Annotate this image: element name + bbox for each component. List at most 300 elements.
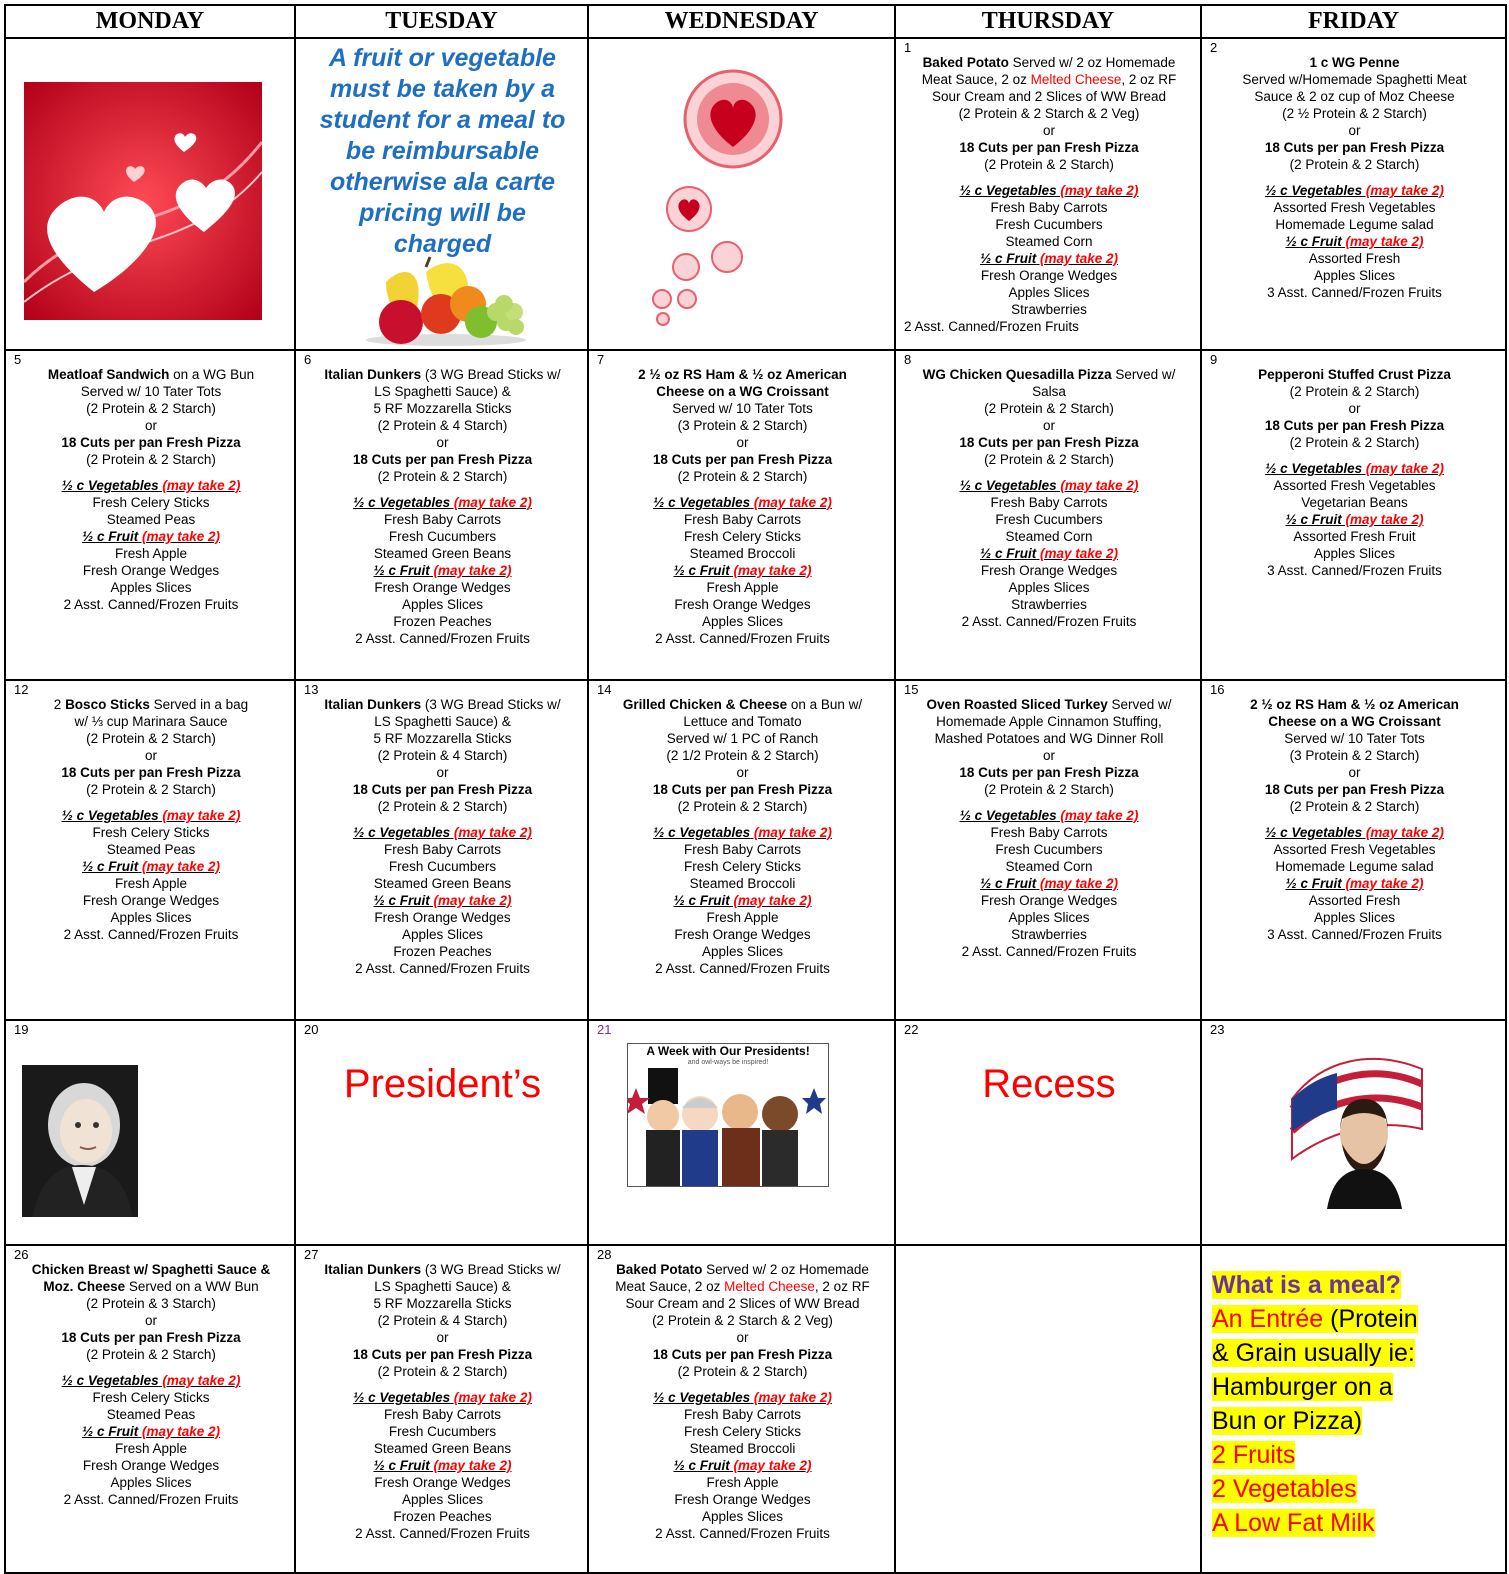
menu-text: Fresh Celery Sticks (683, 1424, 802, 1439)
menu-line (304, 613, 581, 630)
spacer (304, 815, 581, 824)
menu-line (14, 909, 288, 926)
day-cell-empty (895, 1245, 1201, 1573)
menu-line (14, 747, 288, 764)
menu-line (304, 1508, 581, 1525)
may-take-note: (may take 2) (138, 529, 221, 544)
menu-line (1210, 477, 1499, 494)
menu-line (14, 494, 288, 511)
menu-text: Frozen Peaches (393, 1509, 492, 1524)
menu-line (304, 858, 581, 875)
entree-name: 18 Cuts per pan Fresh Pizza (959, 765, 1139, 780)
day-cell-8 (895, 350, 1201, 680)
category-heading: ½ c Vegetables (653, 1390, 751, 1405)
menu-line (597, 841, 888, 858)
menu-line (597, 926, 888, 943)
menu-text: Fresh Orange Wedges (980, 268, 1118, 283)
menu-text: Served w/ (1107, 697, 1172, 712)
menu-text: Served w/ (1111, 367, 1176, 382)
menu-text: (2 Protein & 2 Starch) (984, 452, 1114, 467)
meal-fruits: 2 Fruits (1212, 1441, 1296, 1469)
menu-line (597, 1491, 888, 1508)
menu-line (304, 528, 581, 545)
menu-text: (2 Protein & 4 Starch) (377, 748, 508, 763)
menu-text: 2 Asst. Canned/Frozen Fruits (655, 631, 830, 646)
category-heading: ½ c Fruit (1285, 512, 1342, 527)
category-heading: ½ c Vegetables (1265, 825, 1363, 840)
menu-text: Apples Slices (1008, 910, 1090, 925)
menu-text: Strawberries (1011, 597, 1087, 612)
menu-line (14, 1457, 288, 1474)
day-cell-9 (1201, 350, 1506, 680)
category-heading: ½ c Fruit (81, 529, 139, 544)
category-heading: ½ c Vegetables (61, 478, 159, 493)
day-cell-20 (295, 1020, 588, 1245)
menu-text: Served on a WW Bun (125, 1279, 259, 1294)
menu-line (597, 798, 888, 815)
entree-name: Italian Dunkers (324, 1262, 422, 1277)
menu-line (1210, 460, 1499, 477)
menu-text: Fresh Baby Carrots (683, 842, 802, 857)
menu-line (597, 630, 888, 647)
menu-text: Lettuce and Tomato (683, 714, 802, 729)
may-take-note: (may take 2) (158, 478, 241, 493)
may-take-note: (may take 2) (1362, 183, 1444, 198)
menu-line (304, 747, 581, 764)
menu-text: Apples Slices (401, 927, 484, 942)
menu-text: Apples Slices (110, 580, 192, 595)
menu-text: Fresh Cucumbers (388, 529, 497, 544)
may-take-note: (may take 2) (750, 825, 832, 840)
entree-name: Meatloaf Sandwich (47, 367, 170, 382)
may-take-note: (may take 2) (1036, 546, 1119, 561)
entree-name: 18 Cuts per pan Fresh Pizza (652, 1347, 833, 1362)
menu-line (904, 909, 1194, 926)
menu-line (304, 630, 581, 647)
menu-line (904, 579, 1194, 596)
day-cell-empty (5, 38, 295, 350)
menu-line (904, 216, 1194, 233)
menu-line (304, 943, 581, 960)
category-heading: ½ c Vegetables (959, 808, 1057, 823)
day-number: 8 (904, 352, 912, 367)
menu-text: (2 Protein & 4 Starch) (377, 1313, 508, 1328)
day-number: 9 (1210, 352, 1218, 367)
menu-line (1210, 511, 1499, 528)
menu-line (597, 579, 888, 596)
entree-name: 18 Cuts per pan Fresh Pizza (959, 435, 1139, 450)
menu-text: (2 Protein & 2 Starch) (86, 452, 216, 467)
may-take-note: (may take 2) (1341, 234, 1424, 249)
menu-line (597, 451, 888, 468)
menu-text: (2 Protein & 2 Starch) (677, 799, 808, 814)
menu-text: Apples Slices (1008, 580, 1090, 595)
menu-text: Steamed Broccoli (689, 546, 796, 561)
george-washington-icon (22, 1065, 138, 1217)
spacer (597, 815, 888, 824)
menu-line (304, 468, 581, 485)
menu-line (14, 841, 288, 858)
entree-name: Baked Potato (616, 1262, 703, 1277)
may-take-note: (may take 2) (729, 563, 812, 578)
day-number: 26 (14, 1247, 29, 1262)
menu-line (597, 562, 888, 579)
week-row (5, 680, 1506, 1020)
entree-name: 18 Cuts per pan Fresh Pizza (1264, 140, 1445, 155)
may-take-note: (may take 2) (1341, 512, 1424, 527)
entree-name: 18 Cuts per pan Fresh Pizza (652, 452, 833, 467)
menu-line (14, 1491, 288, 1508)
menu-line (14, 1406, 288, 1423)
menu-line (304, 1491, 581, 1508)
heart-bubbles-icon (649, 69, 789, 329)
menu-line (1210, 798, 1499, 815)
menu-text: Steamed Corn (1005, 529, 1093, 544)
menu-line (597, 494, 888, 511)
menu-line (14, 400, 288, 417)
menu-text: (2 Protein & 2 Starch) (984, 157, 1114, 172)
menu-text: or (1348, 401, 1361, 416)
header-row (5, 5, 1506, 38)
category-heading: ½ c Fruit (81, 1424, 139, 1439)
menu-line (304, 400, 581, 417)
menu-text: 2 Asst. Canned/Frozen Fruits (961, 944, 1137, 959)
menu-line (904, 284, 1194, 301)
menu-text: or (736, 435, 749, 450)
menu-line (304, 1346, 581, 1363)
entree-name: 18 Cuts per pan Fresh Pizza (652, 782, 833, 797)
menu-line (304, 1474, 581, 1491)
menu-line (304, 764, 581, 781)
category-heading: ½ c Fruit (673, 563, 730, 578)
day-number: 12 (14, 682, 29, 697)
menu-line (597, 528, 888, 545)
meal-vegetables: 2 Vegetables (1212, 1475, 1357, 1503)
menu-text: (2 Protein & 2 Starch) (984, 401, 1114, 416)
menu-text: on a WG Bun (169, 367, 255, 382)
menu-text: Assorted Fresh Vegetables (1273, 478, 1436, 493)
entree-name: Cheese on a WG Croissant (1268, 714, 1441, 729)
menu-line (1210, 216, 1499, 233)
menu-line (597, 1312, 888, 1329)
category-heading: ½ c Vegetables (1265, 461, 1363, 476)
menu-text: Served in a bag (149, 697, 249, 712)
menu-line (1210, 54, 1499, 71)
menu-text: 2 Asst. Canned/Frozen Fruits (355, 631, 530, 646)
menu-text: Fresh Orange Wedges (674, 1492, 811, 1507)
menu-line (14, 892, 288, 909)
menu-text: Apples Slices (701, 1509, 784, 1524)
menu-line (304, 1261, 581, 1278)
spacer (304, 1380, 581, 1389)
menu-line (14, 730, 288, 747)
menu-text: Apples Slices (1313, 910, 1396, 925)
menu-line (597, 713, 888, 730)
may-take-note: (may take 2) (138, 1424, 221, 1439)
menu-line (1210, 267, 1499, 284)
menu-line (14, 1346, 288, 1363)
day-cell-27 (295, 1245, 588, 1573)
menu-line (904, 318, 1194, 335)
menu-line (1210, 105, 1499, 122)
menu-text: Fresh Orange Wedges (374, 910, 511, 925)
menu-line (904, 613, 1194, 630)
menu-line (14, 1312, 288, 1329)
menu-line (1210, 417, 1499, 434)
entree-name: Bosco Sticks (65, 697, 150, 712)
menu-line (14, 596, 288, 613)
menu-text: (2 Protein & 2 Starch) (677, 469, 808, 484)
menu-text: Fresh Celery Sticks (683, 859, 802, 874)
menu-line (1210, 250, 1499, 267)
menu-text: (2 Protein & 2 Starch) (1289, 799, 1420, 814)
highlight-text: Melted Cheese (1030, 72, 1122, 87)
menu-line (14, 579, 288, 596)
menu-text: Fresh Orange Wedges (82, 893, 220, 908)
menu-line (1210, 841, 1499, 858)
menu-line (904, 233, 1194, 250)
may-take-note: (may take 2) (450, 825, 532, 840)
menu-text: Fresh Apple (114, 876, 188, 891)
entree-name: Cheese on a WG Croissant (656, 384, 829, 399)
category-heading: ½ c Vegetables (353, 495, 451, 510)
menu-text: Fresh Orange Wedges (374, 1475, 511, 1490)
day-cell-2 (1201, 38, 1506, 350)
spacer (904, 798, 1194, 807)
menu-text: (2 Protein & 2 Starch) (1289, 384, 1420, 399)
menu-line (904, 545, 1194, 562)
menu-text: Fresh Cucumbers (995, 217, 1103, 232)
day-number: 20 (304, 1022, 319, 1037)
menu-line (14, 383, 288, 400)
spacer (14, 798, 288, 807)
menu-line (1210, 139, 1499, 156)
menu-text: Apples Slices (701, 614, 784, 629)
menu-line (1210, 562, 1499, 579)
menu-line (304, 1457, 581, 1474)
holiday-text: Recess (982, 1062, 1116, 1106)
abraham-lincoln-icon (1282, 1039, 1432, 1209)
menu-text: Fresh Celery Sticks (683, 529, 802, 544)
menu-line (304, 892, 581, 909)
menu-line (597, 1457, 888, 1474)
menu-line (904, 596, 1194, 613)
menu-line (304, 366, 581, 383)
menu-text: Fresh Baby Carrots (383, 512, 502, 527)
menu-line (14, 477, 288, 494)
menu-line (597, 417, 888, 434)
menu-text: or (144, 418, 157, 433)
menu-line (304, 383, 581, 400)
menu-text: Steamed Broccoli (689, 1441, 796, 1456)
menu-text: Steamed Peas (106, 512, 196, 527)
day-number: 7 (597, 352, 605, 367)
spacer (304, 485, 581, 494)
spacer (597, 1380, 888, 1389)
menu-text: Served w/ 2 oz Homemade (1008, 55, 1176, 70)
menu-text: Apples Slices (1313, 268, 1396, 283)
week-row (5, 1020, 1506, 1245)
what-is-a-meal-cell (1201, 1245, 1506, 1573)
menu-text: Fresh Apple (706, 910, 779, 925)
category-heading: ½ c Vegetables (61, 808, 159, 823)
menu-text: Fresh Celery Sticks (92, 495, 210, 510)
menu-line (14, 807, 288, 824)
hearts-icon (24, 82, 262, 320)
menu-line (597, 1389, 888, 1406)
category-heading: ½ c Fruit (979, 876, 1037, 891)
menu-line (1210, 434, 1499, 451)
entree-name: 2 ½ oz RS Ham & ½ oz American (638, 367, 847, 382)
menu-line (1210, 892, 1499, 909)
menu-line (904, 511, 1194, 528)
menu-text: Steamed Green Beans (373, 876, 512, 891)
day-cell-26 (5, 1245, 295, 1573)
menu-line (904, 807, 1194, 824)
menu-line (904, 926, 1194, 943)
menu-text: (2 Protein & 2 Starch) (86, 401, 216, 416)
menu-text: Served w/Homemade Spaghetti Meat (1242, 72, 1467, 87)
banner-title: A Week with Our Presidents! (646, 1044, 810, 1058)
menu-line (304, 1363, 581, 1380)
menu-text: 2 Asst. Canned/Frozen Fruits (63, 927, 239, 942)
may-take-note: (may take 2) (1036, 251, 1119, 266)
menu-text: on a Bun w/ (787, 697, 863, 712)
week-row (5, 1245, 1506, 1573)
menu-text: Assorted Fresh Fruit (1293, 529, 1416, 544)
may-take-note: (may take 2) (750, 1390, 832, 1405)
menu-line (597, 400, 888, 417)
menu-line (904, 250, 1194, 267)
menu-line (1210, 875, 1499, 892)
day-number: 6 (304, 352, 312, 367)
menu-line (597, 1261, 888, 1278)
menu-line (904, 139, 1194, 156)
menu-line (14, 1261, 288, 1278)
day-cell-19 (5, 1020, 295, 1245)
menu-text: Apples Slices (401, 597, 484, 612)
category-heading: ½ c Vegetables (959, 183, 1057, 198)
category-heading: ½ c Vegetables (959, 478, 1057, 493)
spacer (1210, 815, 1499, 824)
menu-line (304, 1389, 581, 1406)
menu-text: Fresh Celery Sticks (92, 1390, 210, 1405)
menu-text: Apples Slices (1313, 546, 1396, 561)
menu-line (904, 105, 1194, 122)
menu-line (597, 545, 888, 562)
menu-text: 2 Asst. Canned/Frozen Fruits (655, 1526, 830, 1541)
category-heading: ½ c Fruit (1285, 876, 1342, 891)
menu-text: (2 Protein & 2 Starch) (86, 1347, 216, 1362)
menu-text: Fresh Orange Wedges (374, 580, 511, 595)
menu-text: Frozen Peaches (393, 614, 492, 629)
menu-line (904, 730, 1194, 747)
menu-text: Fresh Baby Carrots (383, 842, 502, 857)
day-cell-7 (588, 350, 895, 680)
category-heading: ½ c Fruit (81, 859, 139, 874)
menu-line (597, 1406, 888, 1423)
menu-text: Fresh Orange Wedges (674, 597, 811, 612)
menu-line (904, 88, 1194, 105)
menu-line (597, 613, 888, 630)
menu-text: LS Spaghetti Sauce) & (374, 714, 511, 729)
menu-line (304, 798, 581, 815)
menu-line (904, 182, 1194, 199)
menu-line (1210, 858, 1499, 875)
menu-line (904, 494, 1194, 511)
day-cell-13 (295, 680, 588, 1020)
day-cell-5 (5, 350, 295, 680)
entree-name: Italian Dunkers (324, 697, 422, 712)
menu-line (904, 417, 1194, 434)
menu-line (304, 1406, 581, 1423)
week-row (5, 350, 1506, 680)
may-take-note: (may take 2) (429, 563, 512, 578)
menu-line (597, 1295, 888, 1312)
menu-line (904, 747, 1194, 764)
spacer (14, 468, 288, 477)
menu-line (14, 366, 288, 383)
menu-line (597, 1508, 888, 1525)
menu-text: Salsa (1032, 384, 1066, 399)
menu-line (597, 468, 888, 485)
menu-line (904, 400, 1194, 417)
menu-line (304, 909, 581, 926)
may-take-note: (may take 2) (450, 495, 532, 510)
menu-text: or (1042, 418, 1055, 433)
category-heading: ½ c Vegetables (353, 1390, 451, 1405)
may-take-note: (may take 2) (429, 1458, 512, 1473)
menu-line (14, 696, 288, 713)
menu-line (304, 1440, 581, 1457)
may-take-note: (may take 2) (729, 893, 812, 908)
menu-line (904, 267, 1194, 284)
menu-line (597, 383, 888, 400)
menu-line (904, 54, 1194, 71)
day-cell-14 (588, 680, 895, 1020)
entree-name: 18 Cuts per pan Fresh Pizza (1264, 418, 1445, 433)
menu-line (904, 696, 1194, 713)
menu-text: Served w/ 2 oz Homemade (702, 1262, 869, 1277)
menu-line (304, 562, 581, 579)
menu-line (1210, 696, 1499, 713)
menu-line (597, 875, 888, 892)
entree-name: 2 ½ oz RS Ham & ½ oz American (1250, 697, 1459, 712)
menu-text: (2 Protein & 2 Starch & 2 Veg) (958, 106, 1140, 121)
entree-name: Chicken Breast w/ Spaghetti Sauce & (31, 1262, 271, 1277)
day-number: 14 (597, 682, 612, 697)
menu-line (1210, 71, 1499, 88)
menu-line (1210, 781, 1499, 798)
presidents-cartoon-icon (628, 1068, 826, 1186)
menu-line (904, 301, 1194, 318)
menu-text: Fresh Cucumbers (388, 1424, 497, 1439)
menu-line (14, 1278, 288, 1295)
menu-text: or (144, 1313, 157, 1328)
menu-line (14, 781, 288, 798)
menu-text: Apples Slices (1008, 285, 1090, 300)
menu-text: Steamed Broccoli (689, 876, 796, 891)
menu-text: Served w/ 10 Tater Tots (80, 384, 222, 399)
menu-text: Sour Cream and 2 Slices of WW Bread (625, 1296, 860, 1311)
menu-line (597, 892, 888, 909)
menu-text: Meat Sauce, 2 oz (615, 1279, 725, 1294)
may-take-note: (may take 2) (1362, 461, 1444, 476)
menu-line (904, 71, 1194, 88)
menu-line (304, 511, 581, 528)
spacer (14, 1363, 288, 1372)
menu-line (597, 909, 888, 926)
